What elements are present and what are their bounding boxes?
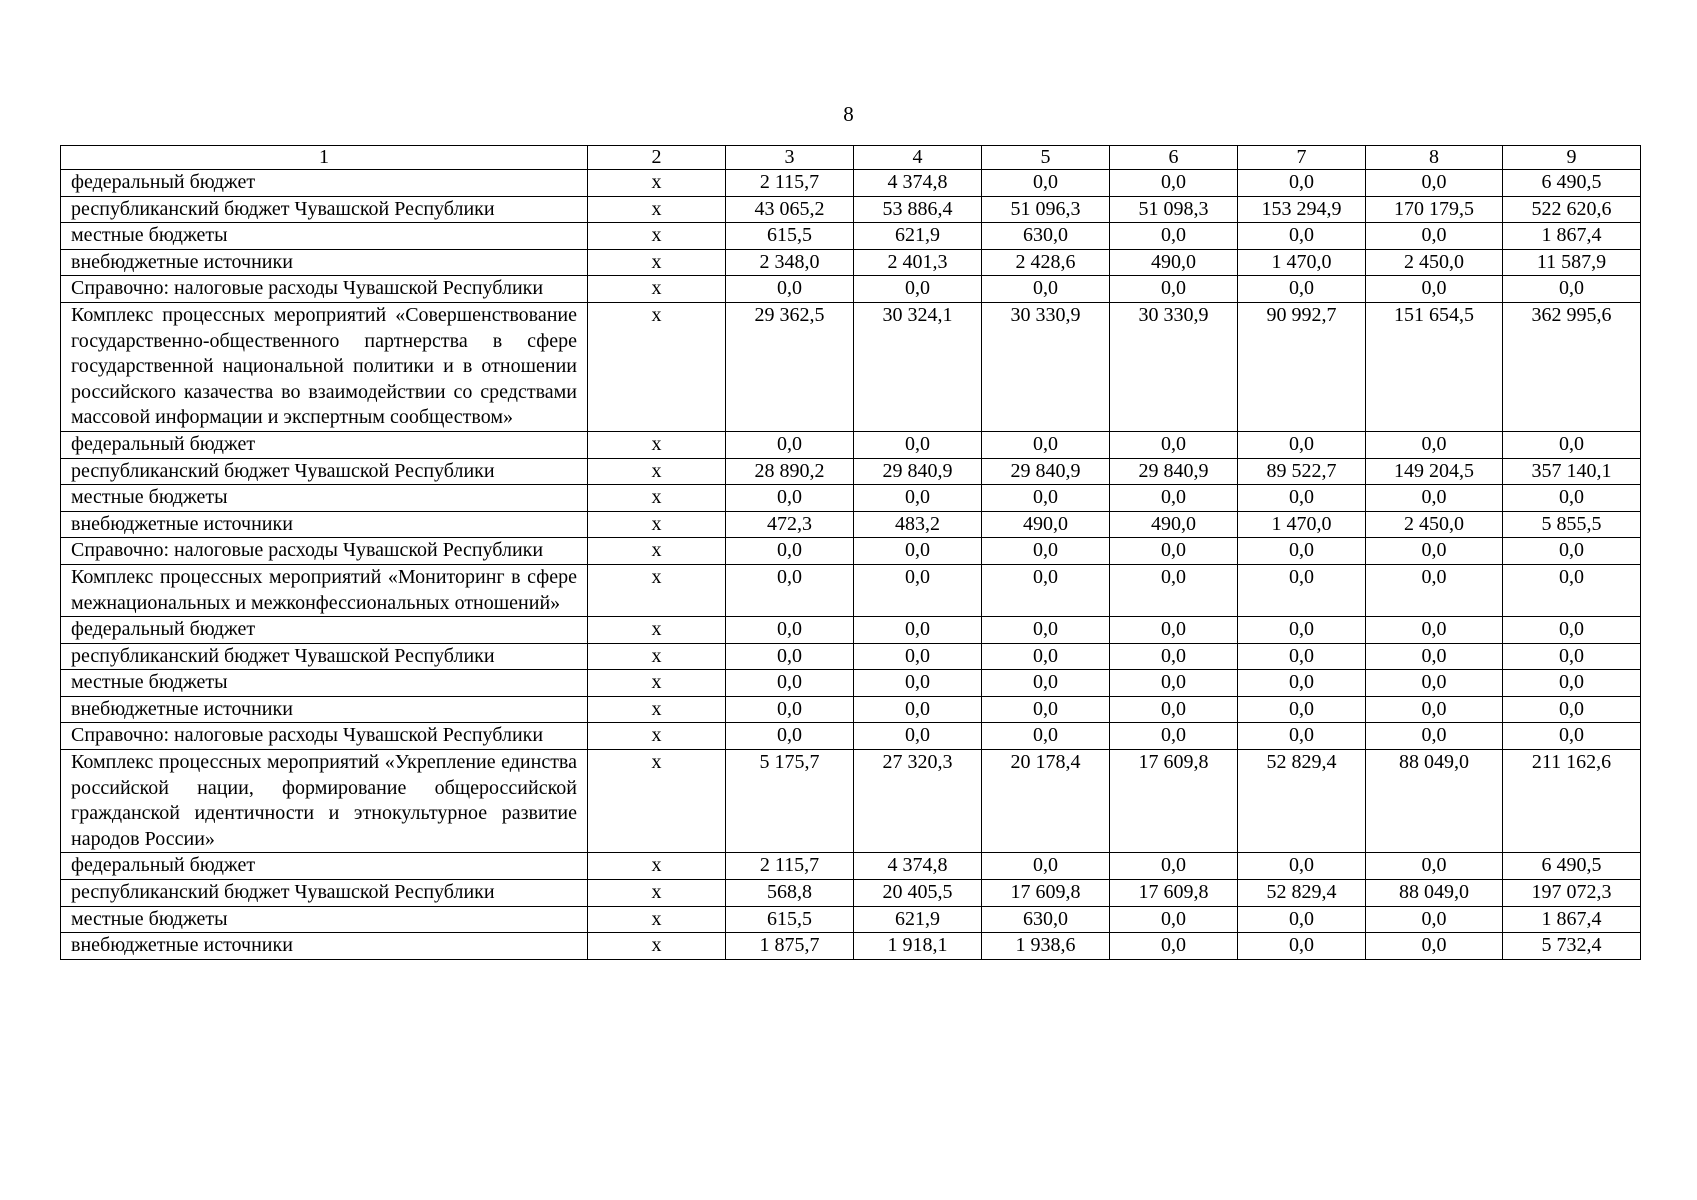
page-number: 8 (843, 102, 854, 126)
value-cell: 2 450,0 (1366, 511, 1503, 538)
value-cell: 0,0 (982, 853, 1110, 880)
value-cell: 2 428,6 (982, 249, 1110, 276)
value-cell: 0,0 (1238, 564, 1366, 616)
value-cell: 17 609,8 (1110, 880, 1238, 907)
row-marker: x (588, 223, 726, 250)
value-cell: 0,0 (1366, 853, 1503, 880)
value-cell: 0,0 (1238, 723, 1366, 750)
value-cell: 151 654,5 (1366, 302, 1503, 431)
value-cell: 0,0 (1238, 933, 1366, 960)
value-cell: 0,0 (1503, 643, 1641, 670)
value-cell: 0,0 (726, 564, 854, 616)
value-cell: 0,0 (1366, 223, 1503, 250)
row-marker: x (588, 750, 726, 853)
value-cell: 0,0 (1238, 276, 1366, 303)
row-name: внебюджетные источники (61, 696, 588, 723)
value-cell: 30 330,9 (982, 302, 1110, 431)
row-name: Справочно: налоговые расходы Чувашской Республики (61, 538, 588, 565)
budget-table (60, 145, 1641, 960)
table-row (61, 223, 1641, 250)
value-cell: 1 918,1 (854, 933, 982, 960)
value-cell: 0,0 (854, 276, 982, 303)
value-cell: 0,0 (1366, 485, 1503, 512)
column-number-row (61, 146, 1641, 170)
value-cell: 472,3 (726, 511, 854, 538)
value-cell: 0,0 (1366, 564, 1503, 616)
column-header: 9 (1503, 146, 1641, 170)
value-cell: 6 490,5 (1503, 170, 1641, 197)
value-cell: 522 620,6 (1503, 196, 1641, 223)
value-cell: 2 401,3 (854, 249, 982, 276)
row-name: местные бюджеты (61, 485, 588, 512)
row-name: Справочно: налоговые расходы Чувашской Республики (61, 276, 588, 303)
table-row (61, 906, 1641, 933)
table-body (61, 170, 1641, 960)
value-cell: 0,0 (1503, 670, 1641, 697)
row-name: федеральный бюджет (61, 617, 588, 644)
row-marker: x (588, 511, 726, 538)
row-marker: x (588, 906, 726, 933)
value-cell: 29 840,9 (854, 458, 982, 485)
value-cell: 0,0 (982, 564, 1110, 616)
row-marker: x (588, 670, 726, 697)
table-row (61, 170, 1641, 197)
table-row (61, 511, 1641, 538)
value-cell: 90 992,7 (1238, 302, 1366, 431)
row-name: местные бюджеты (61, 670, 588, 697)
value-cell: 4 374,8 (854, 170, 982, 197)
value-cell: 0,0 (982, 670, 1110, 697)
value-cell: 0,0 (1238, 431, 1366, 458)
value-cell: 51 098,3 (1110, 196, 1238, 223)
value-cell: 2 348,0 (726, 249, 854, 276)
value-cell: 88 049,0 (1366, 880, 1503, 907)
value-cell: 52 829,4 (1238, 750, 1366, 853)
value-cell: 0,0 (1110, 617, 1238, 644)
value-cell: 615,5 (726, 906, 854, 933)
row-name: федеральный бюджет (61, 853, 588, 880)
row-name: республиканский бюджет Чувашской Республики (61, 643, 588, 670)
value-cell: 29 840,9 (982, 458, 1110, 485)
row-marker: x (588, 853, 726, 880)
value-cell: 1 867,4 (1503, 223, 1641, 250)
value-cell: 0,0 (1503, 485, 1641, 512)
value-cell: 357 140,1 (1503, 458, 1641, 485)
row-name: внебюджетные источники (61, 249, 588, 276)
row-marker: x (588, 302, 726, 431)
value-cell: 490,0 (1110, 249, 1238, 276)
value-cell: 615,5 (726, 223, 854, 250)
row-name: федеральный бюджет (61, 170, 588, 197)
row-name: федеральный бюджет (61, 431, 588, 458)
value-cell: 0,0 (1503, 564, 1641, 616)
value-cell: 0,0 (1110, 485, 1238, 512)
value-cell: 0,0 (1110, 431, 1238, 458)
value-cell: 0,0 (854, 696, 982, 723)
row-marker: x (588, 538, 726, 565)
row-name: Комплекс процессных мероприятий «Совершенствование государственно-общественного партнерства в сфере государственной национальной политики и в отношении российского казачества во взаимодействии со средствами массовой информации и экспертным сообществом» (61, 302, 588, 431)
value-cell: 0,0 (1238, 853, 1366, 880)
value-cell: 1 938,6 (982, 933, 1110, 960)
row-marker: x (588, 643, 726, 670)
row-marker: x (588, 696, 726, 723)
value-cell: 621,9 (854, 223, 982, 250)
value-cell: 0,0 (982, 431, 1110, 458)
row-name: Справочно: налоговые расходы Чувашской Республики (61, 723, 588, 750)
table-row (61, 880, 1641, 907)
value-cell: 0,0 (726, 696, 854, 723)
value-cell: 0,0 (1110, 223, 1238, 250)
value-cell: 0,0 (726, 723, 854, 750)
value-cell: 0,0 (1366, 538, 1503, 565)
value-cell: 0,0 (1238, 223, 1366, 250)
value-cell: 621,9 (854, 906, 982, 933)
row-name: местные бюджеты (61, 906, 588, 933)
table-row (61, 723, 1641, 750)
value-cell: 0,0 (1238, 170, 1366, 197)
value-cell: 0,0 (854, 431, 982, 458)
value-cell: 0,0 (726, 670, 854, 697)
table-row (61, 538, 1641, 565)
value-cell: 2 450,0 (1366, 249, 1503, 276)
row-marker: x (588, 880, 726, 907)
value-cell: 52 829,4 (1238, 880, 1366, 907)
value-cell: 0,0 (1366, 431, 1503, 458)
value-cell: 0,0 (1238, 617, 1366, 644)
value-cell: 0,0 (1110, 170, 1238, 197)
row-name: Комплекс процессных мероприятий «Мониторинг в сфере межнациональных и межконфессиональных отношений» (61, 564, 588, 616)
value-cell: 51 096,3 (982, 196, 1110, 223)
value-cell: 0,0 (1366, 670, 1503, 697)
value-cell: 27 320,3 (854, 750, 982, 853)
column-header: 8 (1366, 146, 1503, 170)
value-cell: 5 732,4 (1503, 933, 1641, 960)
row-marker: x (588, 723, 726, 750)
value-cell: 0,0 (1503, 723, 1641, 750)
column-header: 7 (1238, 146, 1366, 170)
value-cell: 0,0 (1110, 670, 1238, 697)
value-cell: 0,0 (1503, 617, 1641, 644)
value-cell: 5 855,5 (1503, 511, 1641, 538)
value-cell: 0,0 (1366, 643, 1503, 670)
table-row (61, 196, 1641, 223)
value-cell: 0,0 (1503, 431, 1641, 458)
value-cell: 490,0 (982, 511, 1110, 538)
table-row (61, 564, 1641, 616)
value-cell: 0,0 (1366, 933, 1503, 960)
value-cell: 0,0 (1238, 485, 1366, 512)
value-cell: 0,0 (1110, 696, 1238, 723)
value-cell: 0,0 (854, 564, 982, 616)
value-cell: 0,0 (1110, 723, 1238, 750)
value-cell: 0,0 (1503, 538, 1641, 565)
value-cell: 0,0 (982, 485, 1110, 512)
value-cell: 483,2 (854, 511, 982, 538)
column-header: 1 (61, 146, 588, 170)
value-cell: 0,0 (726, 485, 854, 512)
value-cell: 0,0 (854, 723, 982, 750)
value-cell: 0,0 (982, 643, 1110, 670)
table-row (61, 458, 1641, 485)
value-cell: 0,0 (1110, 853, 1238, 880)
value-cell: 4 374,8 (854, 853, 982, 880)
table-row (61, 302, 1641, 431)
value-cell: 0,0 (854, 643, 982, 670)
row-marker: x (588, 933, 726, 960)
value-cell: 0,0 (982, 538, 1110, 565)
value-cell: 490,0 (1110, 511, 1238, 538)
value-cell: 0,0 (1366, 723, 1503, 750)
value-cell: 0,0 (726, 643, 854, 670)
table-row (61, 249, 1641, 276)
value-cell: 30 330,9 (1110, 302, 1238, 431)
row-name: Комплекс процессных мероприятий «Укрепление единства российской нации, формирование общероссийской гражданской идентичности и этнокультурное развитие народов России» (61, 750, 588, 853)
value-cell: 1 875,7 (726, 933, 854, 960)
value-cell: 28 890,2 (726, 458, 854, 485)
value-cell: 0,0 (726, 617, 854, 644)
row-name: внебюджетные источники (61, 933, 588, 960)
value-cell: 0,0 (726, 538, 854, 565)
row-marker: x (588, 249, 726, 276)
value-cell: 170 179,5 (1366, 196, 1503, 223)
value-cell: 0,0 (982, 696, 1110, 723)
column-header: 2 (588, 146, 726, 170)
value-cell: 0,0 (1238, 906, 1366, 933)
column-header: 3 (726, 146, 854, 170)
row-marker: x (588, 458, 726, 485)
row-marker: x (588, 196, 726, 223)
value-cell: 29 362,5 (726, 302, 854, 431)
value-cell: 0,0 (982, 723, 1110, 750)
table-row (61, 853, 1641, 880)
value-cell: 0,0 (726, 276, 854, 303)
value-cell: 30 324,1 (854, 302, 982, 431)
value-cell: 197 072,3 (1503, 880, 1641, 907)
value-cell: 0,0 (1366, 696, 1503, 723)
value-cell: 1 867,4 (1503, 906, 1641, 933)
value-cell: 0,0 (1110, 564, 1238, 616)
value-cell: 630,0 (982, 906, 1110, 933)
table-row (61, 276, 1641, 303)
value-cell: 0,0 (1238, 696, 1366, 723)
row-name: республиканский бюджет Чувашской Республики (61, 458, 588, 485)
value-cell: 0,0 (1110, 643, 1238, 670)
value-cell: 0,0 (1238, 538, 1366, 565)
value-cell: 88 049,0 (1366, 750, 1503, 853)
column-header: 6 (1110, 146, 1238, 170)
value-cell: 6 490,5 (1503, 853, 1641, 880)
value-cell: 11 587,9 (1503, 249, 1641, 276)
table-row (61, 696, 1641, 723)
value-cell: 0,0 (1366, 276, 1503, 303)
value-cell: 53 886,4 (854, 196, 982, 223)
value-cell: 43 065,2 (726, 196, 854, 223)
value-cell: 1 470,0 (1238, 249, 1366, 276)
value-cell: 17 609,8 (982, 880, 1110, 907)
value-cell: 0,0 (854, 538, 982, 565)
value-cell: 153 294,9 (1238, 196, 1366, 223)
row-marker: x (588, 431, 726, 458)
value-cell: 2 115,7 (726, 170, 854, 197)
value-cell: 0,0 (854, 485, 982, 512)
value-cell: 29 840,9 (1110, 458, 1238, 485)
value-cell: 0,0 (982, 170, 1110, 197)
table-row (61, 933, 1641, 960)
value-cell: 0,0 (1110, 933, 1238, 960)
table-row (61, 485, 1641, 512)
value-cell: 0,0 (1110, 276, 1238, 303)
value-cell: 2 115,7 (726, 853, 854, 880)
row-marker: x (588, 617, 726, 644)
value-cell: 0,0 (1503, 696, 1641, 723)
value-cell: 0,0 (982, 617, 1110, 644)
value-cell: 0,0 (854, 670, 982, 697)
value-cell: 0,0 (1366, 170, 1503, 197)
value-cell: 17 609,8 (1110, 750, 1238, 853)
row-marker: x (588, 485, 726, 512)
row-marker: x (588, 564, 726, 616)
row-name: внебюджетные источники (61, 511, 588, 538)
column-header: 5 (982, 146, 1110, 170)
row-name: республиканский бюджет Чувашской Республики (61, 880, 588, 907)
row-name: республиканский бюджет Чувашской Республики (61, 196, 588, 223)
value-cell: 5 175,7 (726, 750, 854, 853)
value-cell: 20 405,5 (854, 880, 982, 907)
column-header: 4 (854, 146, 982, 170)
row-marker: x (588, 170, 726, 197)
table-row (61, 750, 1641, 853)
value-cell: 0,0 (1503, 276, 1641, 303)
value-cell: 0,0 (1366, 906, 1503, 933)
value-cell: 0,0 (1110, 538, 1238, 565)
value-cell: 0,0 (1238, 643, 1366, 670)
value-cell: 0,0 (982, 276, 1110, 303)
value-cell: 0,0 (726, 431, 854, 458)
row-name: местные бюджеты (61, 223, 588, 250)
value-cell: 630,0 (982, 223, 1110, 250)
row-marker: x (588, 276, 726, 303)
value-cell: 149 204,5 (1366, 458, 1503, 485)
value-cell: 211 162,6 (1503, 750, 1641, 853)
value-cell: 89 522,7 (1238, 458, 1366, 485)
value-cell: 20 178,4 (982, 750, 1110, 853)
table-row (61, 617, 1641, 644)
value-cell: 0,0 (854, 617, 982, 644)
value-cell: 0,0 (1366, 617, 1503, 644)
value-cell: 0,0 (1238, 670, 1366, 697)
table-row (61, 431, 1641, 458)
value-cell: 0,0 (1110, 906, 1238, 933)
value-cell: 362 995,6 (1503, 302, 1641, 431)
value-cell: 568,8 (726, 880, 854, 907)
table-row (61, 670, 1641, 697)
value-cell: 1 470,0 (1238, 511, 1366, 538)
table-row (61, 643, 1641, 670)
